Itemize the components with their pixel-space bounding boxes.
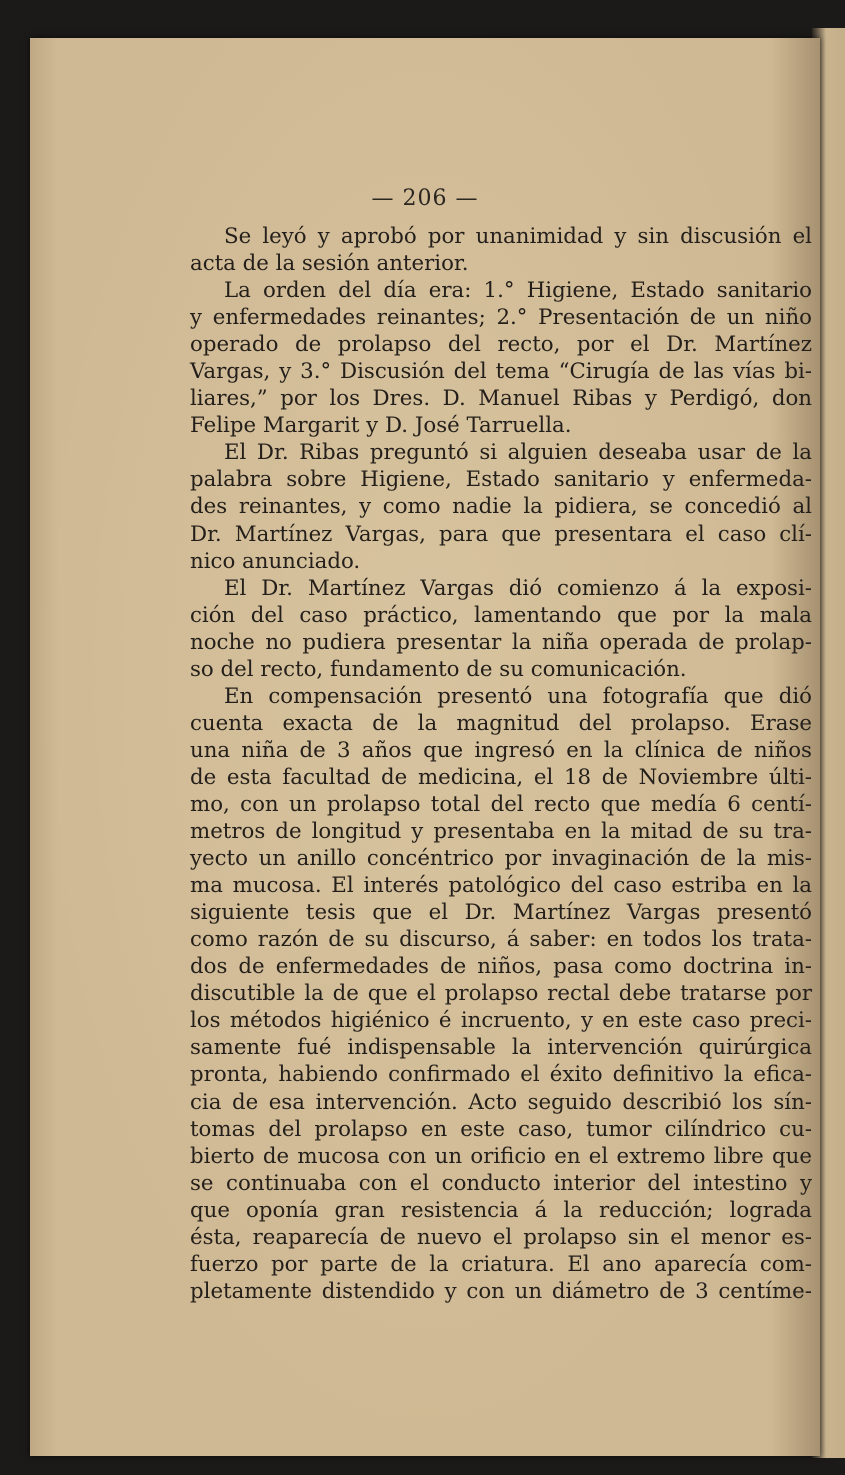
text-line: samente fué indispensable la intervención quirúrgica: [190, 1035, 812, 1061]
text-line: yecto un anillo concéntrico por invaginación de la mis-: [190, 846, 812, 872]
text-line: se continuaba con el conducto interior del intestino y: [190, 1170, 812, 1196]
text-line: Felipe Margarit y D. José Tarruella.: [190, 413, 572, 439]
text-line: discutible la de que el prolapso rectal debe tratarse por: [190, 981, 812, 1007]
body-text: [190, 223, 812, 1305]
text-line: cia de esa intervención. Acto seguido describió los sín-: [190, 1089, 812, 1115]
text-line: como razón de su discurso, á saber: en todos los trata-: [190, 927, 812, 953]
text-line: El Dr. Martínez Vargas dió comienzo á la exposi-: [224, 575, 812, 601]
text-line: des reinantes, y como nadie la pidiera, se concedió al: [190, 494, 812, 520]
text-line: acta de la sesión anterior.: [190, 251, 469, 277]
text-line: cuenta exacta de la magnitud del prolapso. Erase: [190, 710, 812, 736]
text-line: liares,” por los Dres. D. Manuel Ribas y Perdigó, don: [190, 386, 812, 412]
text-line: siguiente tesis que el Dr. Martínez Vargas presentó: [190, 900, 812, 926]
text-line: ción del caso práctico, lamentando que por la mala: [190, 602, 812, 628]
text-line: pronta, habiendo confirmado el éxito definitivo la efica-: [190, 1062, 812, 1088]
text-line: y enfermedades reinantes; 2.° Presentación de un niño: [190, 305, 812, 331]
text-line: ésta, reaparecía de nuevo el prolapso sin el menor es-: [190, 1224, 812, 1250]
text-line: so del recto, fundamento de su comunicación.: [190, 656, 687, 682]
text-line: de esta facultad de medicina, el 18 de Noviembre últi-: [190, 764, 812, 790]
text-line: Dr. Martínez Vargas, para que presentara el caso clí-: [190, 521, 812, 547]
text-line: tomas del prolapso en este caso, tumor cilíndrico cu-: [190, 1116, 812, 1142]
text-line: que oponía gran resistencia á la reducción; lograda: [190, 1197, 812, 1223]
text-line: Vargas, y 3.° Discusión del tema “Cirugía de las vías bi-: [190, 359, 812, 385]
text-line: nico anunciado.: [190, 548, 361, 574]
text-line: los métodos higiénico é incruento, y en este caso preci-: [190, 1008, 812, 1034]
text-line: bierto de mucosa con un orificio en el extremo libre que: [190, 1143, 812, 1169]
text-line: fuerzo por parte de la criatura. El ano aparecía com-: [190, 1251, 812, 1277]
text-line: ma mucosa. El interés patológico del caso estriba en la: [190, 873, 812, 899]
text-line: una niña de 3 años que ingresó en la clínica de niños: [190, 737, 812, 763]
text-line: metros de longitud y presentaba en la mitad de su tra-: [190, 819, 812, 845]
book-page: [30, 38, 820, 1456]
text-line: dos de enfermedades de niños, pasa como doctrina in-: [190, 954, 812, 980]
text-line: pletamente distendido y con un diámetro de 3 centíme-: [190, 1278, 812, 1304]
text-line: En compensación presentó una fotografía que dió: [224, 683, 812, 709]
text-line: noche no pudiera presentar la niña operada de prolap-: [190, 629, 812, 655]
text-line: mo, con un prolapso total del recto que medía 6 centí-: [190, 791, 812, 817]
text-line: palabra sobre Higiene, Estado sanitario y enfermeda-: [190, 467, 812, 493]
page-number: — 206 —: [371, 186, 479, 211]
text-line: Se leyó y aprobó por unanimidad y sin discusión el: [224, 224, 812, 249]
text-line: El Dr. Ribas preguntó si alguien deseaba usar de la: [224, 440, 812, 466]
text-line: operado de prolapso del recto, por el Dr. Martínez: [190, 332, 812, 358]
text-line: La orden del día era: 1.° Higiene, Estado sanitario: [224, 278, 812, 304]
